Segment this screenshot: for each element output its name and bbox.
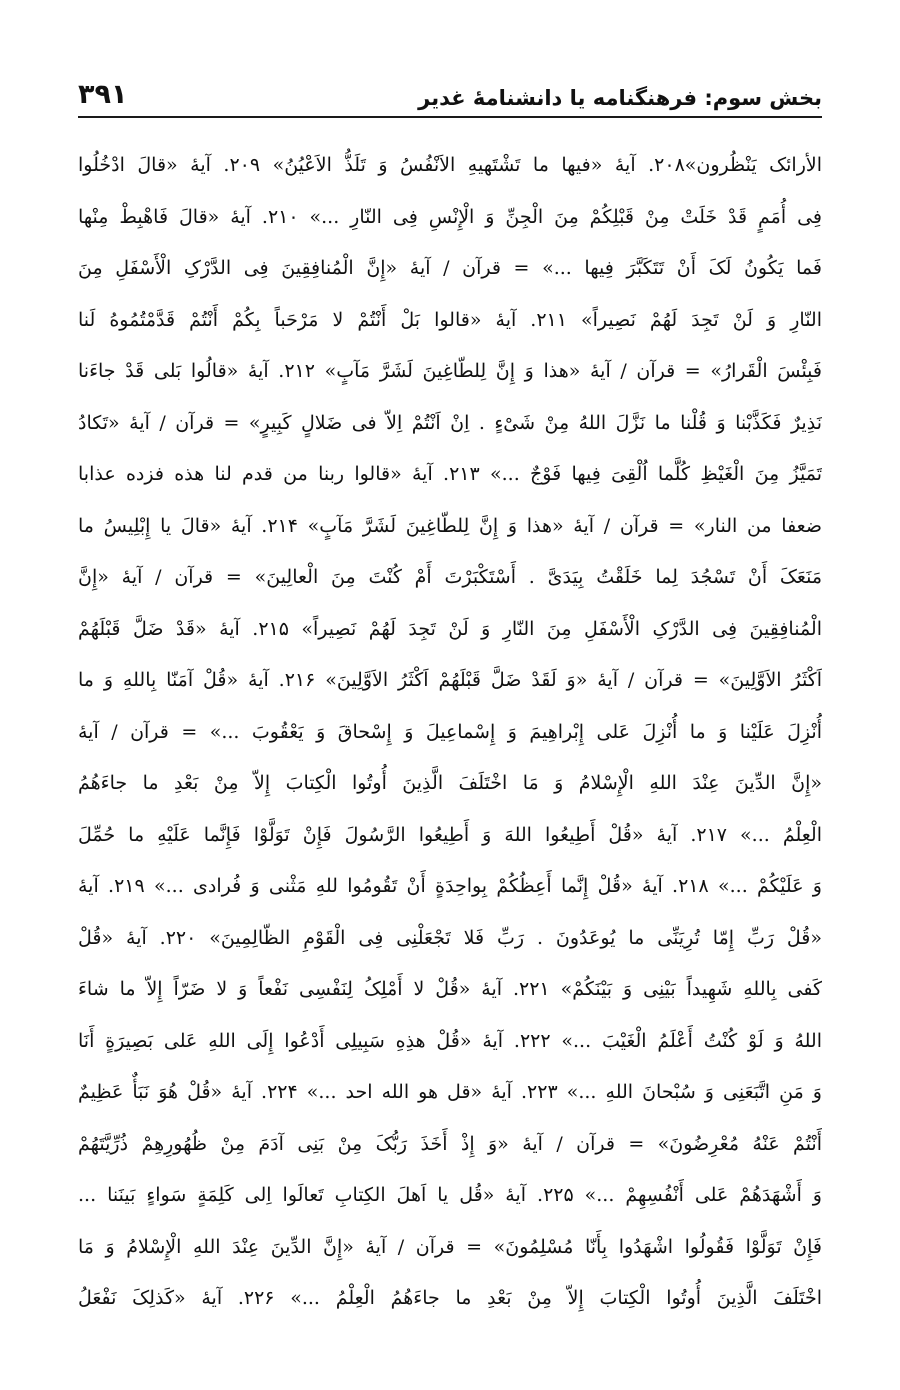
- page-number: ۳۹۱: [78, 79, 128, 110]
- text-line: «قُلْ رَبِّ إِمّا تُرِیَنِّی ما یُوعَدُونَ . رَبِّ فَلا تَجْعَلْنِی فِی الْقَوْمِ الظّالِمِینَ» ۲۲۰. آیهٔ «قُلْ: [78, 926, 822, 949]
- text-line: فِی أُمَمٍ قَدْ خَلَتْ مِنْ قَبْلِکُمْ مِنَ الْجِنِّ وَ الْإِنْسِ فِی النّارِ ...» ۲۱۰. آیهٔ «قالَ فَاهْبِطْ مِنْها: [78, 205, 822, 228]
- text-line: اخْتَلَفَ الَّذِینَ أُوتُوا الْکِتابَ إِلاّ مِنْ بَعْدِ ما جاءَهُمُ الْعِلْمُ ...» ۲۲۶. آیهٔ «کَذلِکَ نَفْعَلُ: [78, 1287, 822, 1309]
- text-line: ضعفا من النار» = قرآن / آیهٔ «هذا وَ إِنَّ لِلطّاغِینَ لَشَرَّ مَآبٍ» ۲۱۴. آیهٔ «قالَ یا إِبْلِیسُ ما: [78, 514, 822, 537]
- text-line: کَفی بِاللهِ شَهِیداً بَیْنِی وَ بَیْنَکُمْ» ۲۲۱. آیهٔ «قُلْ لا أَمْلِکُ لِنَفْسِی نَفْعاً وَ لا ضَرّاً إِلاّ ما شاءَ: [78, 978, 822, 1000]
- text-line: تَمَیَّزُ مِنَ الْغَیْظِ کُلَّما اُلْقِیَ فِیها فَوْجٌ ...» ۲۱۳. آیهٔ «قالوا ربنا من قدم لنا هذه فزده عذابا: [78, 463, 822, 485]
- text-line: فَبِئْسَ الْقَرارُ» = قرآن / آیهٔ «هذا وَ إِنَّ لِلطّاغِینَ لَشَرَّ مَآبٍ» ۲۱۲. آیهٔ «قالُوا بَلی قَدْ جاءَنا: [78, 360, 822, 382]
- running-header: [78, 62, 822, 118]
- text-line: الأرائک یَنْظُرون»۲۰۸. آیهٔ «فیها ما تَشْتَهیهِ الاَنْفُسُ وَ تَلَذُّ الاَعْیُنُ» ۲۰۹. آیهٔ «قالَ ادْخُلُوا: [78, 154, 822, 176]
- body-text: [78, 140, 822, 1325]
- text-line: وَ أَشْهَدَهُمْ عَلی أَنْفُسِهِمْ ...» ۲۲۵. آیهٔ «قُل یا اَهلَ الکِتابِ تَعالَوا اِلی کَلِمَةٍ سَواءٍ بَینَنا ...: [78, 1184, 822, 1206]
- text-line: مَنَعَکَ أَنْ تَسْجُدَ لِما خَلَقْتُ بِیَدَیَّ . أَسْتَکْبَرْتَ أَمْ کُنْتَ مِنَ الْعالِینَ» = قرآن / آیهٔ «إِنَّ: [78, 566, 822, 588]
- text-line: فَما یَکُونُ لَکَ أَنْ تَتَکَبَّرَ فِیها ...» = قرآن / آیهٔ «إِنَّ الْمُنافِقِینَ فِی الدَّرْکِ الْأَسْفَلِ مِنَ: [78, 257, 822, 279]
- text-line: النّارِ وَ لَنْ تَجِدَ لَهُمْ نَصِیراً» ۲۱۱. آیهٔ «قالوا بَلْ أَنْتُمْ لا مَرْحَباً بِکُمْ أَنْتُمْ قَدَّمْتُمُوهُ لَنا: [78, 308, 822, 331]
- text-line: الْمُنافِقِینَ فِی الدَّرْکِ الْأَسْفَلِ مِنَ النّارِ وَ لَنْ تَجِدَ لَهُمْ نَصِیراً» ۲۱۵. آیهٔ «قَدْ ضَلَّ قَبْلَهُمْ: [78, 617, 822, 640]
- text-line: اللهُ وَ لَوْ کُنْتُ أَعْلَمُ الْغَیْبَ ...» ۲۲۲. آیهٔ «قُلْ هذِهِ سَبِیلِی أَدْعُوا إِلَی اللهِ عَلی بَصِیرَةٍ أَنَا: [78, 1029, 822, 1052]
- text-line: أُنْزِلَ عَلَیْنا وَ ما أُنْزِلَ عَلی إِبْراهِیمَ وَ إِسْماعِیلَ وَ إِسْحاقَ وَ یَعْقُوبَ ...» = قرآن / آیهٔ: [78, 720, 822, 743]
- text-line: وَ عَلَیْکُمْ ...» ۲۱۸. آیهٔ «قُلْ إِنَّما أَعِظُکُمْ بِواحِدَةٍ أَنْ تَقُومُوا للهِ مَثْنی وَ فُرادی ...» ۲۱۹. آیهٔ: [78, 875, 822, 897]
- text-line: وَ مَنِ اتَّبَعَنِی وَ سُبْحانَ اللهِ ...» ۲۲۳. آیهٔ «قل هو الله احد ...» ۲۲۴. آیهٔ «قُلْ هُوَ نَبَأٌ عَظِیمٌ: [78, 1081, 822, 1103]
- text-line: اَکْثَرُ الاَوَّلِینَ» = قرآن / آیهٔ «وَ لَقَدْ ضَلَّ قَبْلَهُمْ اَکْثَرُ الاَوَّلِینَ» ۲۱۶. آیهٔ «قُلْ آمَنّا بِاللهِ وَ ما: [78, 669, 822, 691]
- text-line: «إِنَّ الدِّینَ عِنْدَ اللهِ الْإِسْلامُ وَ مَا اخْتَلَفَ الَّذِینَ أُوتُوا الْکِتابَ إِلاّ مِنْ بَعْدِ ما جاءَهُمُ: [78, 772, 822, 794]
- header-title: بخش سوم: فرهنگنامه یا دانشنامهٔ غدیر: [418, 86, 822, 110]
- text-line: الْعِلْمُ ...» ۲۱۷. آیهٔ «قُلْ أَطِیعُوا اللهَ وَ أَطِیعُوا الرَّسُولَ فَإِنْ تَوَلَّوْا فَإِنَّما عَلَیْهِ ما حُمِّلَ: [78, 823, 822, 846]
- text-line: أَنْتُمْ عَنْهُ مُعْرِضُونَ» = قرآن / آیهٔ «وَ إِذْ أَخَذَ رَبُّکَ مِنْ بَنِی آدَمَ مِنْ ظُهُورِهِمْ ذُرِّیَّتَهُمْ: [78, 1132, 822, 1155]
- text-line: نَذِیرٌ فَکَذَّبْنا وَ قُلْنا ما نَزَّلَ اللهُ مِنْ شَیْءٍ . اِنْ اَنْتُمْ اِلاّ فی ضَلالٍ کَبِیرٍ» = قرآن / آیهٔ «تَکادُ: [78, 411, 822, 434]
- text-line: فَإِنْ تَوَلَّوْا فَقُولُوا اشْهَدُوا بِأَنّا مُسْلِمُونَ» = قرآن / آیهٔ «إِنَّ الدِّینَ عِنْدَ اللهِ الْإِسْلامُ وَ مَا: [78, 1235, 822, 1258]
